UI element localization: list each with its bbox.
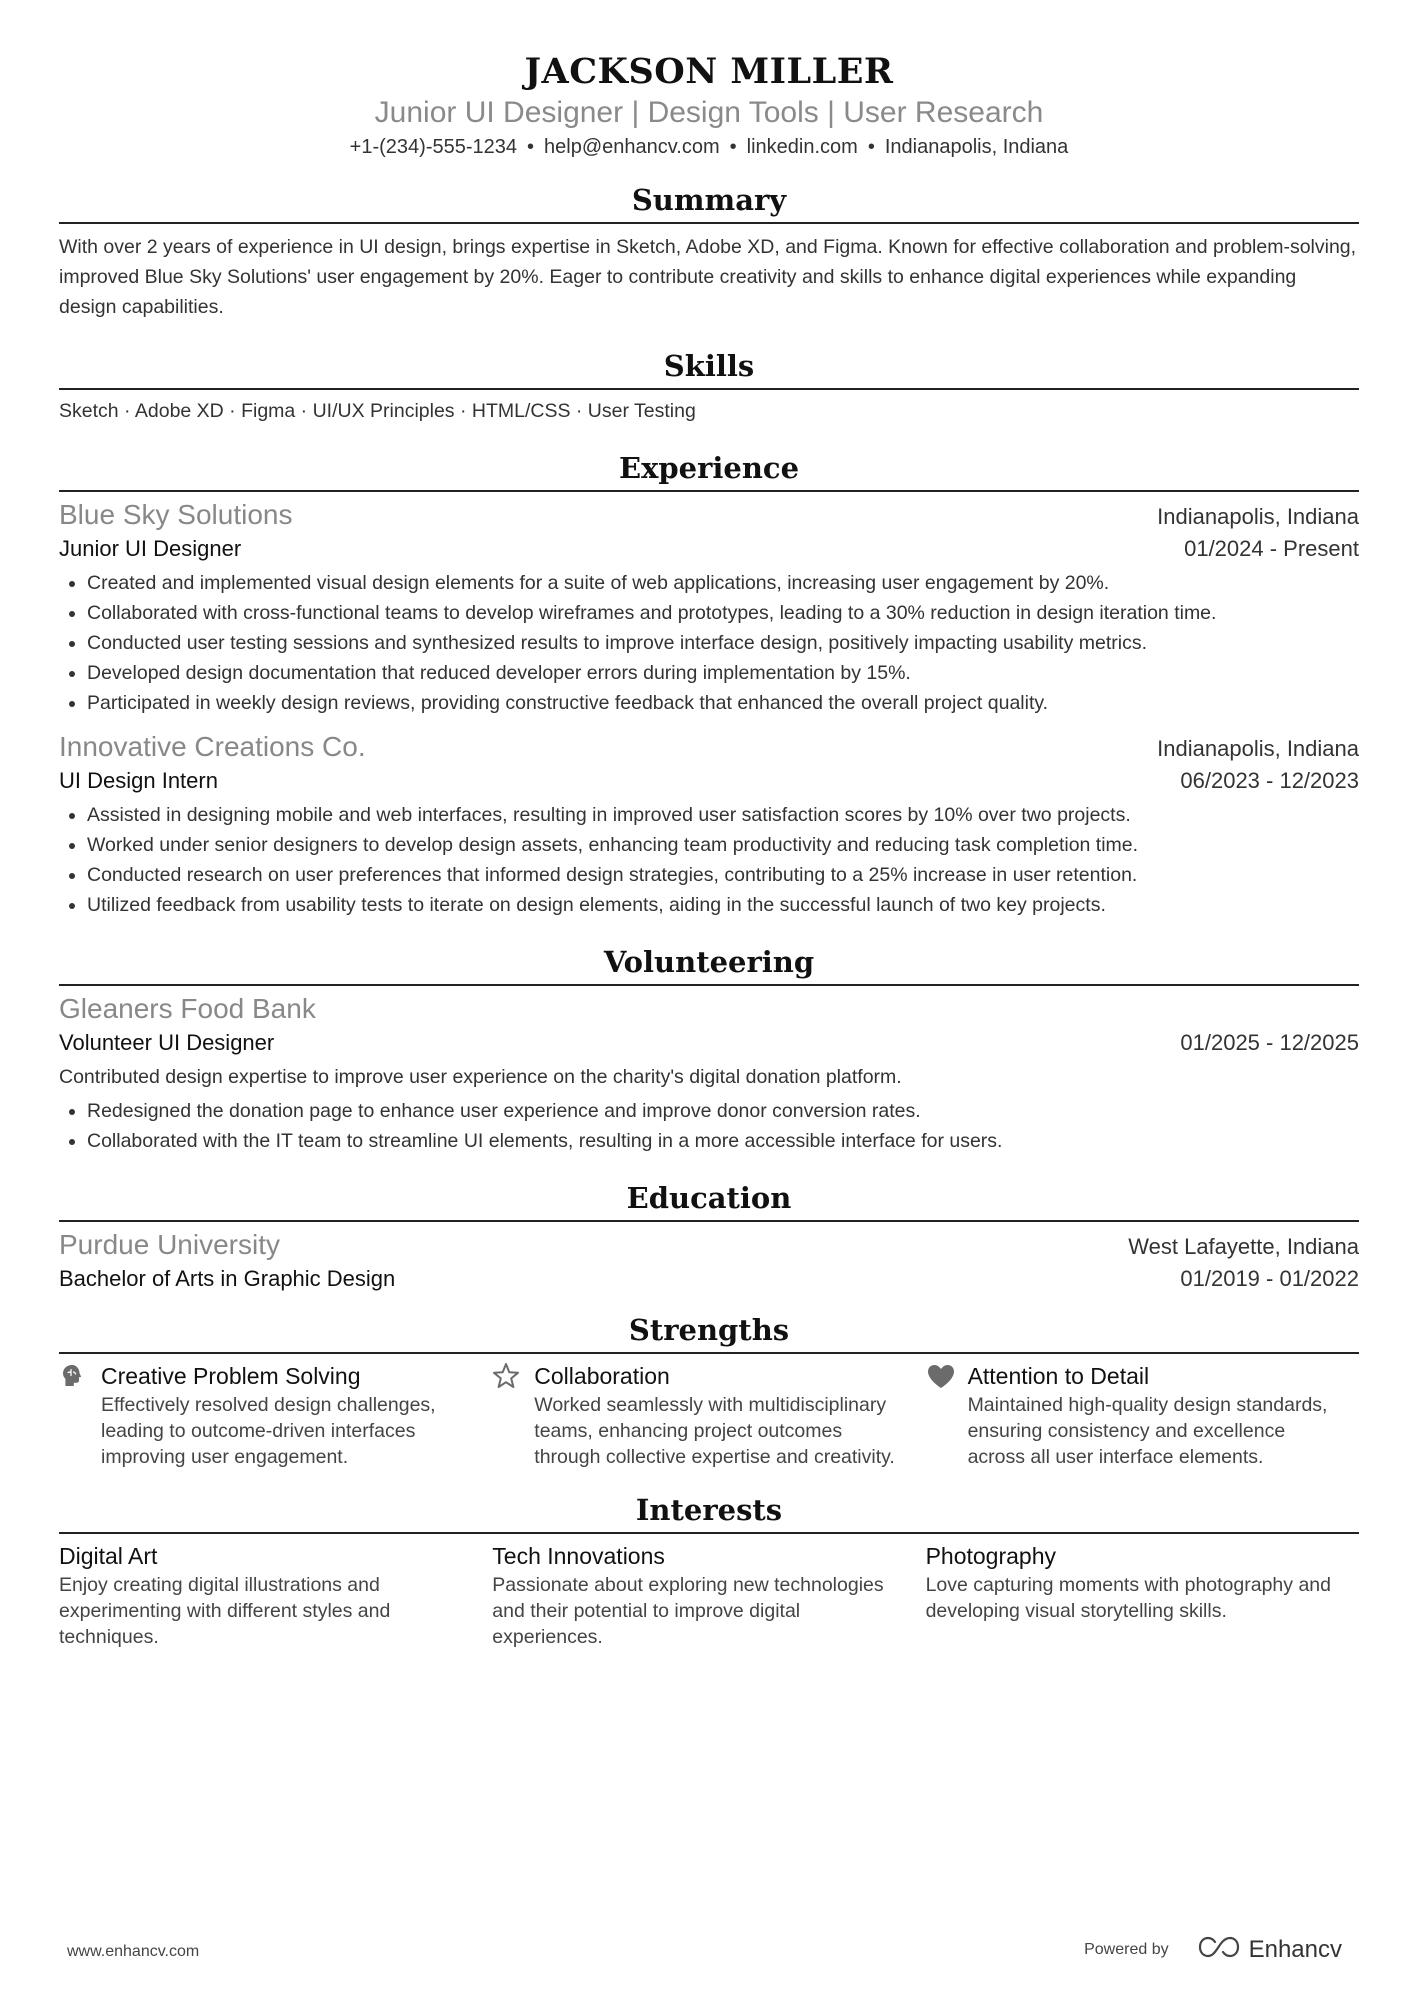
- contact-location: Indianapolis, Indiana: [884, 136, 1069, 158]
- experience-section: [59, 448, 1359, 920]
- resume-page: [59, 48, 1359, 1650]
- list-item: • Developed design documentation that reduced developer errors during implementation by 15%.: [87, 658, 1359, 688]
- list-item: • Utilized feedback from usability tests to iterate on design elements, aiding in the successful launch of two key projects.: [87, 890, 1359, 920]
- section-title-volunteering: Volunteering: [603, 945, 815, 979]
- job-dates: 01/2024 - Present: [1184, 536, 1359, 561]
- list-item: • Collaborated with cross-functional teams to develop wireframes and prototypes, leading to a 30% reduction in design iteration time.: [87, 598, 1359, 628]
- section-divider: [59, 1532, 1359, 1534]
- interest-description: Enjoy creating digital illustrations and experimenting with different styles and techniques.: [59, 1574, 391, 1648]
- volunteer-bullets: [59, 1096, 1359, 1156]
- job-company: Blue Sky Solutions: [59, 499, 293, 530]
- list-item: • Conducted user testing sessions and synthesized results to improve interface design, positively impacting usability metrics.: [87, 628, 1359, 658]
- contact-phone: +1-(234)-555-1234: [349, 136, 518, 158]
- education-entry: [59, 1226, 1359, 1294]
- job-location: Indianapolis, Indiana: [1157, 504, 1359, 529]
- interest-item: [59, 1540, 492, 1650]
- strength-description: Maintained high-quality design standards, ensuring consistency and excellence across all user interface elements.: [967, 1394, 1328, 1468]
- interest-item: [926, 1540, 1359, 1650]
- strength-title: Creative Problem Solving: [101, 1363, 361, 1389]
- strength-item: [492, 1360, 925, 1470]
- volunteer-role: Volunteer UI Designer: [59, 1030, 275, 1055]
- section-title-experience: Experience: [618, 451, 800, 485]
- resume-header: [59, 48, 1359, 162]
- section-divider: [59, 1220, 1359, 1222]
- education-degree: Bachelor of Arts in Graphic Design: [59, 1266, 396, 1291]
- interests-grid: [59, 1540, 1359, 1650]
- footer-branding: [1084, 1935, 1342, 1964]
- section-divider: [59, 984, 1359, 986]
- list-item: • Participated in weekly design reviews, providing constructive feedback that enhanced the overall project quality.: [87, 688, 1359, 718]
- contact-linkedin[interactable]: linkedin.com: [746, 136, 858, 158]
- headline: Junior UI Designer | Design Tools | User Research: [374, 96, 1044, 129]
- section-divider: [59, 490, 1359, 492]
- interest-title: Photography: [925, 1543, 1056, 1569]
- list-item: • Conducted research on user preferences that informed design strategies, contributing to a 25% increase in user retention.: [87, 860, 1359, 890]
- job-location: Indianapolis, Indiana: [1157, 736, 1359, 761]
- section-divider: [59, 1352, 1359, 1354]
- skills-list: Sketch · Adobe XD · Figma · UI/UX Principles · HTML/CSS · User Testing: [59, 400, 696, 422]
- volunteer-dates: 01/2025 - 12/2025: [1180, 1030, 1359, 1055]
- section-title-interests: Interests: [635, 1493, 783, 1527]
- interest-title: Tech Innovations: [492, 1543, 665, 1569]
- strengths-grid: [59, 1360, 1359, 1470]
- job-role: Junior UI Designer: [59, 536, 242, 561]
- star-icon: [492, 1362, 534, 1390]
- volunteer-description: Contributed design expertise to improve user experience on the charity's digital donation platform.: [59, 1066, 902, 1088]
- volunteer-entry: [59, 990, 1359, 1156]
- list-item: • Collaborated with the IT team to streamline UI elements, resulting in a more accessible interface for users.: [87, 1126, 1359, 1156]
- section-divider: [59, 388, 1359, 390]
- list-item: • Created and implemented visual design elements for a suite of web applications, increasing user engagement by 20%.: [87, 568, 1359, 598]
- list-item: • Assisted in designing mobile and web interfaces, resulting in improved user satisfaction scores by 10% over two projects.: [87, 800, 1359, 830]
- enhancv-logo-icon: [1197, 1935, 1241, 1964]
- contact-line: +1-(234)-555-1234 • help@enhancv.com • linkedin.com • Indianapolis, Indiana: [349, 136, 1069, 158]
- education-school: Purdue University: [59, 1229, 280, 1260]
- job-dates: 06/2023 - 12/2023: [1180, 768, 1359, 793]
- list-item: • Worked under senior designers to develop design assets, enhancing team productivity and reducing task completion time.: [87, 830, 1359, 860]
- education-dates: 01/2019 - 01/2022: [1180, 1266, 1359, 1291]
- strength-title: Attention to Detail: [967, 1363, 1150, 1389]
- interests-section: [59, 1490, 1359, 1650]
- list-item: • Redesigned the donation page to enhance user experience and improve donor conversion rates.: [87, 1096, 1359, 1126]
- heart-icon: [926, 1363, 968, 1389]
- strength-item: [926, 1360, 1359, 1470]
- job-entry: [59, 496, 1359, 718]
- strength-item: [59, 1360, 492, 1470]
- summary-section: [59, 180, 1359, 322]
- section-title-education: Education: [626, 1181, 792, 1215]
- job-entry: [59, 728, 1359, 920]
- section-title-skills: Skills: [663, 349, 755, 383]
- contact-email[interactable]: help@enhancv.com: [544, 136, 720, 158]
- strength-description: Worked seamlessly with multidisciplinary teams, enhancing project outcomes through collective expertise and creativity.: [534, 1394, 895, 1468]
- job-company: Innovative Creations Co.: [59, 731, 366, 762]
- job-bullets: [59, 800, 1359, 920]
- volunteer-org: Gleaners Food Bank: [59, 993, 316, 1024]
- strengths-section: [59, 1310, 1359, 1470]
- brand-name: Enhancv: [1248, 1935, 1342, 1963]
- education-section: [59, 1178, 1359, 1294]
- education-location: West Lafayette, Indiana: [1128, 1234, 1359, 1259]
- section-divider: [59, 222, 1359, 224]
- strength-title: Collaboration: [534, 1363, 670, 1389]
- interest-description: Love capturing moments with photography and developing visual storytelling skills.: [925, 1574, 1331, 1622]
- footer-website[interactable]: www.enhancv.com: [67, 1943, 200, 1960]
- interest-title: Digital Art: [59, 1543, 158, 1569]
- candidate-name: JACKSON MILLER: [524, 51, 894, 92]
- summary-text: With over 2 years of experience in UI design, brings expertise in Sketch, Adobe XD, and Figma. Known for effective collaboration and problem-solving, improved Blue Sky Solutions' user engagement by 20%. Eager to contribute creativity and skills to enhance digital experiences while expanding design capabilities.: [59, 236, 1357, 318]
- interest-item: [492, 1540, 925, 1650]
- strength-description: Effectively resolved design challenges, leading to outcome-driven interfaces improving user engagement.: [101, 1394, 436, 1468]
- job-role: UI Design Intern: [59, 768, 218, 793]
- volunteering-section: [59, 942, 1359, 1156]
- brain-icon: [59, 1363, 101, 1389]
- section-title-strengths: Strengths: [628, 1313, 790, 1347]
- interest-description: Passionate about exploring new technologies and their potential to improve digital experiences.: [492, 1574, 884, 1648]
- powered-by-label: Powered by: [1084, 1940, 1169, 1958]
- section-title-summary: Summary: [631, 183, 787, 217]
- skills-section: [59, 346, 1359, 426]
- job-bullets: [59, 568, 1359, 718]
